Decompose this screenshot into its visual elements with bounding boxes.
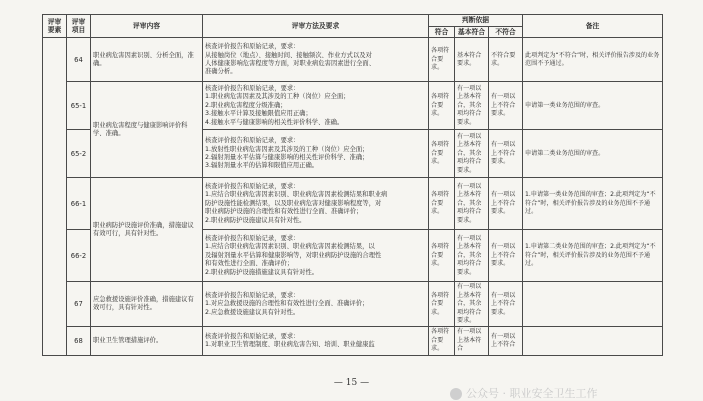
item-number: 67 (67, 282, 91, 327)
conform-cell: 各项符合要求。 (429, 327, 455, 355)
conform-cell: 各项符合要求。 (429, 178, 455, 230)
review-standards-table (42, 14, 663, 356)
method-line: 1.对应急救援设施的合理性和有效性进行全面、准确评价； (205, 300, 369, 308)
header-basic-conform: 基本符合 (455, 27, 489, 38)
remark-cell: 申请第一类业务范围的审查。 (523, 82, 663, 130)
remark-cell: 申请第二类业务范围的审查。 (523, 130, 663, 178)
header-content: 评审内容 (91, 15, 203, 38)
remark-cell: 此项判定为“不符合”时，相关评价报告涉及的业务范围不予通过。 (523, 38, 663, 82)
method-line: 职业病防护设施的合理性和有效性进行全面、准确评价； (205, 208, 363, 216)
method-line: 4.接触水平与健康影响的相关性评价科学、准确。 (205, 118, 344, 126)
header-conform: 符合 (429, 27, 455, 38)
method-cell (203, 82, 429, 130)
basic-conform-cell: 有一项以上基本符合，其余项均符合要求。 (455, 230, 489, 282)
header-remarks: 备注 (523, 15, 663, 38)
req-element-cell (43, 38, 67, 355)
table-row (43, 38, 663, 82)
nonconform-cell: 有一项以上不符合要求。 (489, 230, 523, 282)
method-line: 1.应结合职业病危害因素识别、职业病危害因素检测结果和职业病 (205, 191, 388, 199)
item-number: 66-1 (67, 178, 91, 230)
method-line: 核查评价报告和原始记录，要求： (205, 332, 300, 340)
content-cell: 应急救援设施评价准确，措施建议有效可行，具有针对性。 (91, 282, 203, 327)
header-method: 评审方法及要求 (203, 15, 429, 38)
basic-conform-cell: 有一项以上基本符合，其余项均符合要求。 (455, 178, 489, 230)
nonconform-cell: 有一项以上不符合要求。 (489, 130, 523, 178)
conform-cell: 各项符合要求。 (429, 282, 455, 327)
method-line: 1.对职业卫生管理制度、职业病危害告知、培训、职业健康监 (205, 341, 375, 349)
conform-cell: 各项符合要求。 (429, 38, 455, 82)
remark-cell (523, 327, 663, 355)
table-row (43, 178, 663, 230)
method-line: 及辐射剂量水平估算和健康影响等，对职业病防护设施的合理性 (205, 251, 382, 259)
basic-conform-cell: 有一项以上基本符合 (455, 327, 489, 355)
method-line: 人体健康影响危害程度等方面，对职业病危害因素进行全面、 (205, 59, 376, 67)
nonconform-cell: 不符合要求。 (489, 38, 523, 82)
conform-cell: 各项符合要求。 (429, 82, 455, 130)
method-line: 核查评价报告和原始记录，要求： (205, 137, 300, 145)
header-req-item: 评审项目 (67, 15, 91, 38)
method-line: 1.放射性职业病危害因素及其涉及的工种（岗位）应全面； (205, 145, 369, 153)
method-line: 2.职业病危害程度分级准确； (205, 101, 287, 109)
method-line: 核查评价报告和原始记录，要求： (205, 84, 300, 92)
method-line: 1.职业病危害因素及其涉及的工种（岗位）应全面； (205, 93, 350, 101)
method-line: 准确分析。 (205, 68, 237, 76)
method-line: 核查评价报告和原始记录，要求： (205, 234, 300, 242)
page-number: — 15 — (333, 378, 370, 388)
method-line: 3.接触水平计算及接触限值应用正确； (205, 110, 312, 118)
method-line: 2.职业病防护设施措施建议具有针对性。 (205, 268, 319, 276)
method-cell (203, 327, 429, 355)
item-number: 65-1 (67, 82, 91, 130)
header-basis: 判断依据 (429, 15, 523, 27)
item-number: 64 (67, 38, 91, 82)
watermark (450, 385, 700, 401)
method-line: 2.辐射剂量水平估算与健康影响的相关性评价科学、准确； (205, 153, 369, 161)
content-cell: 职业病防护设施评价准确，措施建议有效可行，具有针对性。 (91, 178, 203, 282)
table-row (43, 327, 663, 355)
basic-conform-cell: 有一项以上基本符合，其余项均符合要求。 (455, 130, 489, 178)
item-number: 65-2 (67, 130, 91, 178)
content-cell: 职业病危害程度与健康影响评价科学、准确。 (91, 82, 203, 178)
method-line: 1.应结合职业病危害因素识别、职业病危害因素检测结果，以 (205, 243, 375, 251)
watermark-text: 公众号 · 职业安全卫生工作 (466, 387, 598, 400)
remark-cell: 1.申请第二类业务范围的审查；2.此项判定为“不符合”时，相关评价报告涉及的业务范围不予通过。 (523, 230, 663, 282)
method-cell (203, 282, 429, 327)
basic-conform-cell: 有一项以上基本符合，其余项均符合要求。 (455, 282, 489, 327)
method-cell (203, 130, 429, 178)
nonconform-cell: 有一项以上不符合 (489, 327, 523, 355)
item-number: 68 (67, 327, 91, 355)
method-line: 从接触岗位（地点）、接触时间、接触频次、作业方式以及对 (205, 51, 372, 59)
conform-cell: 各项符合要求。 (429, 230, 455, 282)
nonconform-cell: 有一项以上不符合要求。 (489, 82, 523, 130)
header-req-element: 评审要素 (43, 15, 67, 38)
table-row (43, 82, 663, 130)
method-line: 和有效性进行全面、准确评价； (205, 260, 294, 268)
remark-cell: 1.申请第一类业务范围的审查；2.此项判定为“不符合”时，相关评价报告涉及的业务范围不予通过。 (523, 178, 663, 230)
method-line: 防护设施性能检测结果，以及职业病危害对健康影响程度等，对 (205, 199, 382, 207)
method-cell (203, 230, 429, 282)
nonconform-cell: 有一项以上不符合要求。 (489, 178, 523, 230)
basic-conform-cell: 有一项以上基本符合，其余项均符合要求。 (455, 82, 489, 130)
method-line: 2.应急救援设施建议具有针对性。 (205, 308, 300, 316)
method-line: 核查评价报告和原始记录，要求： (205, 43, 300, 51)
item-number: 66-2 (67, 230, 91, 282)
remark-cell (523, 282, 663, 327)
nonconform-cell: 有一项以上不符合要求。 (489, 282, 523, 327)
basic-conform-cell: 基本符合要求。 (455, 38, 489, 82)
wechat-icon (450, 388, 462, 400)
method-line: 3.辐射剂量水平的估算和限值应用正确。 (205, 162, 319, 170)
content-cell: 职业病危害因素识别、分析全面，准确。 (91, 38, 203, 82)
method-cell (203, 178, 429, 230)
header-nonconform: 不符合 (489, 27, 523, 38)
method-line: 核查评价报告和原始记录，要求： (205, 182, 300, 190)
method-line: 2.职业病防护设施建议具有针对性。 (205, 216, 306, 224)
method-line: 核查评价报告和原始记录，要求： (205, 291, 300, 299)
table-row (43, 282, 663, 327)
conform-cell: 各项符合要求。 (429, 130, 455, 178)
content-cell: 职业卫生管理措施评价。 (91, 327, 203, 355)
method-cell (203, 38, 429, 82)
